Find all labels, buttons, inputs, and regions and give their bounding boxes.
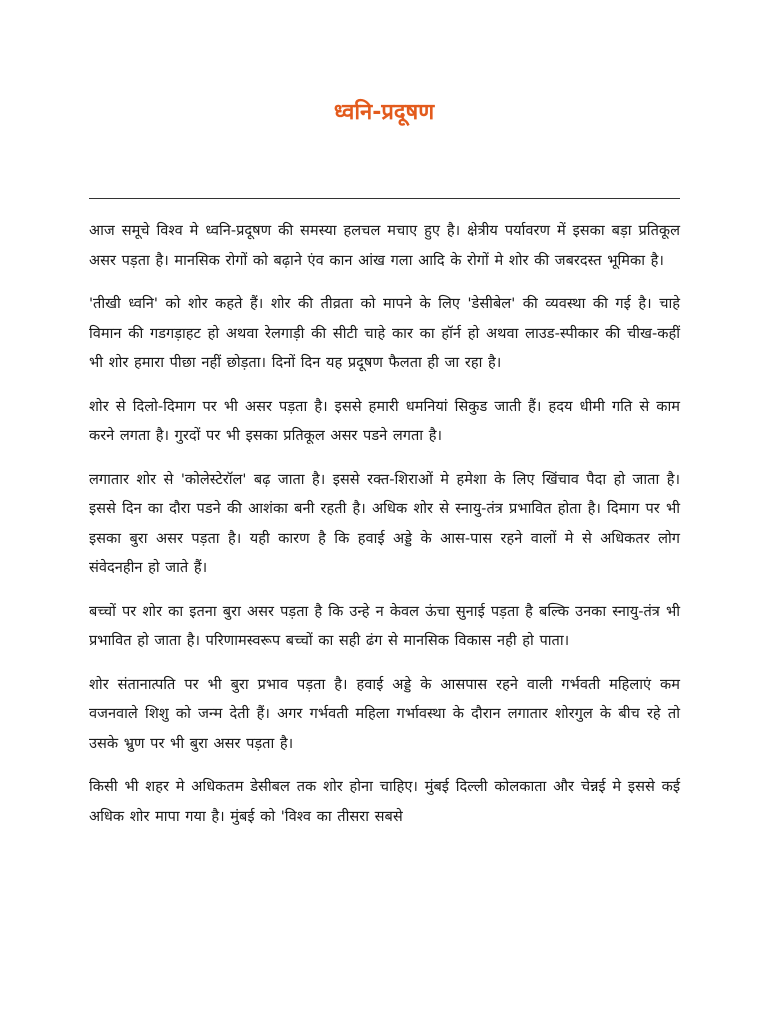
paragraph: शोर संतानात्पति पर भी बुरा प्रभाव पड़ता है। हवाई अड्डे के आसपास रहने वाली गर्भवती महिलाएं कम वजनवाले शिशु को जन्म देती हैं। अगर गर्भवती महिला गर्भावस्था के दौरान लगातार शोरगुल के बीच रहे तो उसके भ्रुण पर भी बुरा असर पड़ता है। <box>89 675 680 752</box>
paragraph: आज समूचे विश्व मे ध्वनि-प्रदूषण की समस्या हलचल मचाए हुए है। क्षेत्रीय पर्यावरण में इसका बड़ा प्रतिकूल असर पड़ता है। मानसिक रोगों को बढ़ाने एंव कान आंख गला आदि के रोगों मे शोर की जबरदस्त भूमिका है। <box>89 222 680 269</box>
paragraph: लगातार शोर से 'कोलेस्टेरॉल' बढ़ जाता है। इससे रक्त-शिराओं मे हमेशा के लिए खिंचाव पैदा हो जाता है। इससे दिन का दौरा पडने की आशंका बनी रहती है। अधिक शोर से स्नायु-तंत्र प्रभावित होता है। दिमाग पर भी इसका बुरा असर पड़ता है। यही कारण है कि हवाई अड्डे के आस-पास रहने वालों मे से अधिकतर लोग संवेदनहीन हो जाते हैं। <box>89 470 680 576</box>
paragraph: बच्चों पर शोर का इतना बुरा असर पड़ता है कि उन्हे न केवल ऊंचा सुनाई पड़ता है बल्कि उनका स्नायु-तंत्र भी प्रभावित हो जाता है। परिणामस्वरूप बच्चों का सही ढंग से मानसिक विकास नही हो पाता। <box>89 602 680 649</box>
document-title: ध्वनि-प्रदूषण <box>333 100 435 125</box>
title-divider <box>89 198 680 199</box>
document-body <box>89 216 680 845</box>
paragraph: 'तीखी ध्वनि' को शोर कहते हैं। शोर की तीव्रता को मापने के लिए 'डेसीबेल' की व्यवस्था की गई है। चाहे विमान की गडगड़ाहट हो अथवा रेलगाड़ी की सीटी चाहे कार का हॉर्न हो अथवा लाउड-स्पीकार की चीख-कहीं भी शोर हमारा पीछा नहीं छोड़ता। दिनों दिन यह प्रदूषण फैलता ही जा रहा है। <box>89 295 680 371</box>
paragraph: शोर से दिलो-दिमाग पर भी असर पड़ता है। इससे हमारी धमनियां सिकुड जाती हैं। हदय धीमी गति से काम करने लगता है। गुरदों पर भी इसका प्रतिकूल असर पडने लगता है। <box>89 397 680 444</box>
paragraph: किसी भी शहर मे अधिकतम डेसीबल तक शोर होना चाहिए। मुंबई दिल्ली कोलकाता और चेन्नई मे इससे कई अधिक शोर मापा गया है। मुंबई को 'विश्व का तीसरा सबसे <box>89 778 680 825</box>
